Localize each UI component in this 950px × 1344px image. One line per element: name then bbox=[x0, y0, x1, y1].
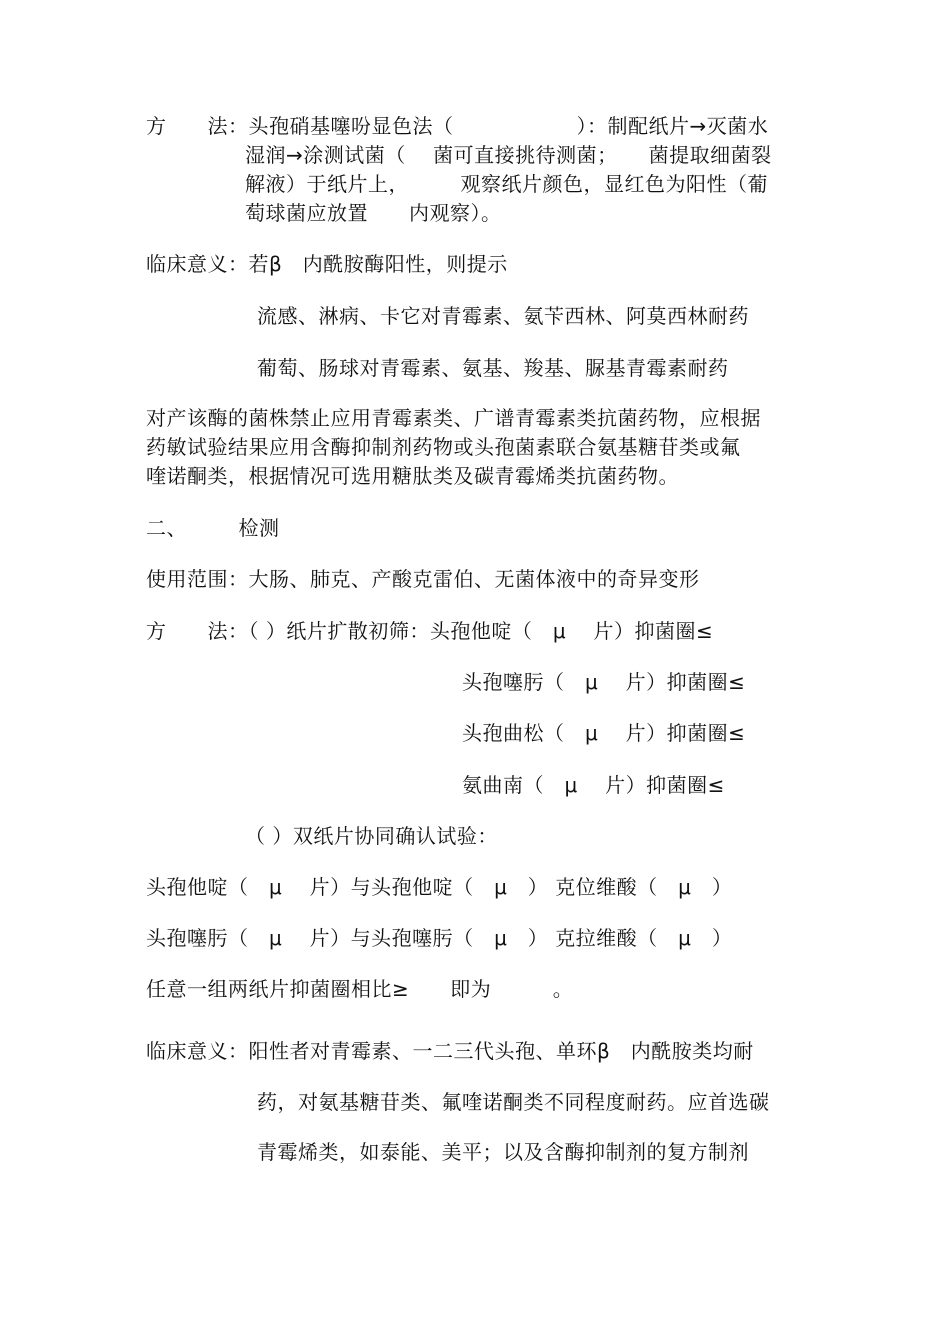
paragraph-line-2: 药敏试验结果应用含酶抑制剂药物或头孢菌素联合氨基糖苷类或氟 bbox=[146, 435, 741, 459]
screening-line-1: 方 法：（ ）纸片扩散初筛：头孢他啶（ μ 片）抑菌圈≤ bbox=[146, 619, 714, 643]
scope-line: 使用范围：大肠、肺克、产酸克雷伯、无菌体液中的奇异变形 bbox=[146, 567, 700, 591]
clinical-significance-heading: 临床意义：若β 内酰胺酶阳性，则提示 bbox=[146, 252, 508, 276]
method-line-4: 萄球菌应放置 内观察）。 bbox=[245, 201, 502, 225]
confirmation-line-2: 头孢噻肟（ μ 片）与头孢噻肟（ μ ） 克拉维酸（ μ ） bbox=[146, 926, 733, 950]
paragraph-line-3: 喹诺酮类，根据情况可选用糖肽类及碳青霉烯类抗菌药物。 bbox=[146, 464, 679, 488]
clinical-significance-2-line-2: 药，对氨基糖苷类、氟喹诺酮类不同程度耐药。应首选碳 bbox=[257, 1090, 770, 1114]
confirmation-heading: （ ）双纸片协同确认试验： bbox=[245, 824, 498, 848]
screening-line-4: 氨曲南（ μ 片）抑菌圈≤ bbox=[462, 773, 725, 797]
confirmation-result: 任意一组两纸片抑菌圈相比≥ 即为 。 bbox=[146, 977, 574, 1001]
paragraph-line-1: 对产该酶的菌株禁止应用青霉素类、广谱青霉素类抗菌药物，应根据 bbox=[146, 406, 761, 430]
method-line-3: 解液）于纸片上， 观察纸片颜色，显红色为阳性（葡 bbox=[245, 172, 768, 196]
confirmation-line-1: 头孢他啶（ μ 片）与头孢他啶（ μ ） 克位维酸（ μ ） bbox=[146, 875, 733, 899]
screening-line-2: 头孢噻肟（ μ 片）抑菌圈≤ bbox=[462, 670, 746, 694]
clinical-item-1: 流感、淋病、卡它对青霉素、氨苄西林、阿莫西林耐药 bbox=[257, 304, 749, 328]
clinical-significance-2-line-1: 临床意义：阳性者对青霉素、一二三代头孢、单环β 内酰胺类均耐 bbox=[146, 1039, 754, 1063]
clinical-significance-2-line-3: 青霉烯类，如泰能、美平；以及含酶抑制剂的复方制剂 bbox=[257, 1140, 749, 1164]
section-heading: 二、 检测 bbox=[146, 516, 280, 540]
method-line-2: 湿润→涂测试菌（ 菌可直接挑待测菌； 菌提取细菌裂 bbox=[245, 143, 772, 167]
clinical-item-2: 葡萄、肠球对青霉素、氨基、羧基、脲基青霉素耐药 bbox=[257, 356, 729, 380]
screening-line-3: 头孢曲松（ μ 片）抑菌圈≤ bbox=[462, 721, 746, 745]
method-line-1: 方 法：头孢硝基噻吩显色法（ ）：制配纸片→灭菌水 bbox=[146, 114, 769, 138]
